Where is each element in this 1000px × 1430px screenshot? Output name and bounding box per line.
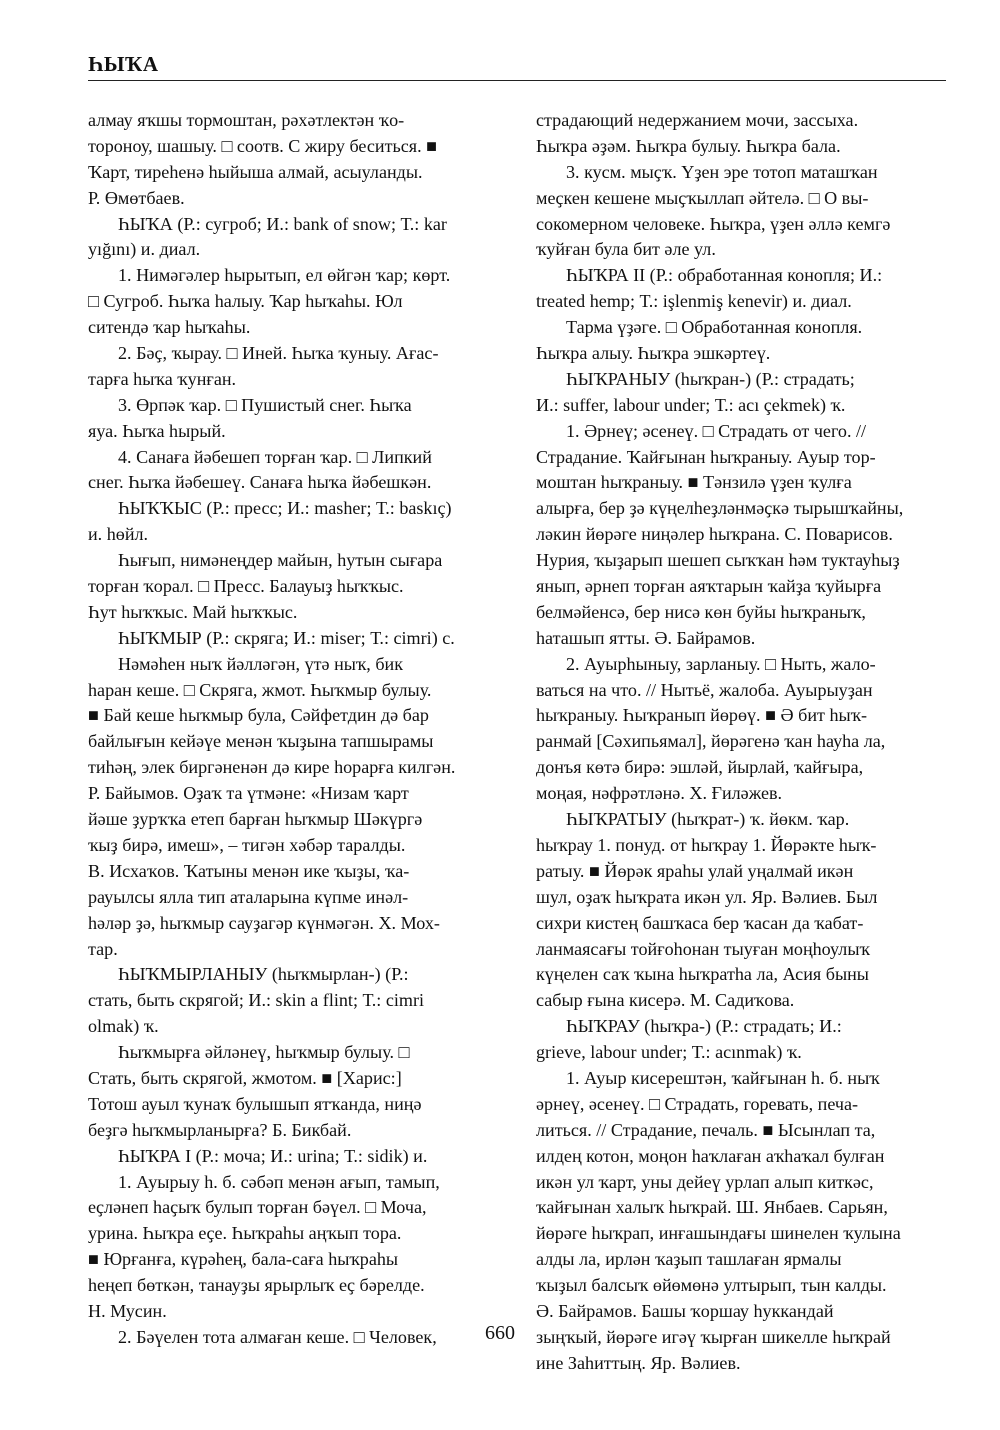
text-line: литься. // Страдание, печаль. ■ Ысынлап та, [536,1119,876,1140]
text-line: ҺЫҠРАУ (һыҡра-) (Р.: страдать; И.: [566,1016,842,1037]
text-line: Һыҡра әҙәм. Һыҡра булыу. Һыҡра бала. [536,135,841,156]
text-line: ҺЫҠА (Р.: сугроб; И.: bank of snow; Т.: kar [118,213,447,234]
text-line: страдающий недержанием мочи, зассыха. [536,110,859,130]
running-header: ҺЫҠА [88,52,159,76]
text-line: ваться на что. // Нытьё, жалоба. Ауырыуҙан [536,679,873,700]
text-line: күңелен саҡ ҡына һыҡратһа ла, Асия быны [536,964,869,985]
text-line: ҡайғынан халыҡ һыҡрай. Ш. Янбаев. Сарьян, [536,1197,888,1218]
text-line: ҡыҙыл балсыҡ өйөмөнә ултырып, тын калды. [536,1275,887,1296]
text-line: Тарма үҙәге. □ Обработанная конопля. [566,317,863,338]
text-line: Һыҡра алыу. Һыҡра эшкәртеү. [536,343,771,364]
text-line: 4. Санаға йәбешеп торған ҡар. □ Липкий [118,446,432,467]
left-column [88,108,500,1351]
text-line: ■ Бай кеше һыҡмыр була, Сәйфетдин дә бар [88,705,429,726]
text-line: тиһәң, элек биргәненән дә кире һорарға килгән. [88,757,456,778]
text-line: и. һөйл. [88,524,149,545]
text-line: һеңеп бөткән, танауҙы ярырлыҡ еҫ бәрелде. [88,1275,425,1296]
text-line: алырға, бер ҙә күңелһеҙләнмәҫкә тырышҡайны, [536,498,904,519]
text-line: 2. Ауырһыныу, зарланыу. □ Ныть, жало- [566,653,876,674]
text-line: □ Сугроб. Һыҡа һалыу. Ҡар һыҡаһы. Юл [88,291,403,312]
text-line: Нәмәһен ныҡ йәлләгән, үтә ныҡ, бик [118,653,404,674]
text-line: беҙгә һыҡмырланырға? Б. Бикбай. [88,1119,352,1140]
text-line: зыңҡый, йөрәге игәү ҡырған шикелле һыҡрай [536,1326,891,1347]
text-line: Ә. Байрамов. Башы ҡоршау һуккандай [536,1300,834,1321]
text-line: алды ла, ирлән ҡаҙып ташлаған ярмалы [536,1249,842,1270]
text-line: В. Исхаҡов. Ҡатыны менән ике ҡыҙы, ҡа- [88,860,410,881]
right-column [536,108,948,1377]
text-line: 1. Ауыр кисерештән, ҡайғынан һ. б. ныҡ [566,1067,880,1088]
text-line: урина. Һыҡра еҫе. Һыҡраһы аңҡып тора. [88,1223,402,1244]
text-line: янып, әрнеп торған аяҡтарын ҡайҙа ҡуйырға [536,576,882,597]
text-line: ине Заһиттың. Яр. Вәлиев. [536,1352,741,1373]
text-line: И.: suffer, labour under; Т.: acı çekmek) ҡ. [536,394,846,415]
page-number: 660 [485,1322,515,1344]
text-line: сокомерном человеке. Һыҡра, үҙен әллә кемгә [536,213,891,234]
text-line: алмау яҡшы тормоштан, рәхәтлектән ҡо- [88,110,405,130]
text-line: Нурия, ҡыҙарып шешеп сыҡҡан һәм туктауһыҙ [536,550,900,571]
text-line: һаран кеше. □ Скряга, жмот. Һыҡмыр булыу. [88,679,432,700]
text-line: икән ул ҡарт, уны дейеү урлап алып киткәс, [536,1171,874,1192]
text-line: рауылсы ялла тип аталарына күпме инәл- [88,886,409,907]
text-line: ҺЫҠРА I (Р.: моча; И.: urina; Т.: sidik) и. [118,1145,428,1166]
text-line: ранмай [Сәхипьямал], йөрәгенә ҡан һауһа ла, [536,731,886,752]
text-line: әрнеү, әсенеү. □ Страдать, горевать, печа- [536,1093,859,1114]
text-line: стать, быть скрягой; И.: skin a flint; Т.: cimri [88,990,424,1011]
text-line: белмәйенсә, бер нисә көн буйы һыҡраныҡ, [536,601,866,622]
text-line: еҫләнеп һаҫыҡ булып торған бәүел. □ Моча, [88,1197,427,1218]
text-line: 1. Ауырыу һ. б. сәбәп менән ағып, тамып, [118,1171,440,1192]
text-line: һыҡраныу. Һыҡранып йөрөү. ■ Ә бит һыҡ- [536,705,868,726]
text-line: йөрәге һыҡрап, инғашындағы шинелен ҡулына [536,1223,901,1244]
text-line: grieve, labour under; Т.: acınmak) ҡ. [536,1042,802,1063]
text-line: Һыҡмырға әйләнеү, һыҡмыр булыу. □ [118,1042,410,1063]
text-line: Н. Мусин. [88,1300,167,1321]
text-line: ҺЫҠРАНЫУ (һыҡран-) (Р.: страдать; [566,368,855,389]
text-line: тороноу, шашыу. □ соотв. С жиру беситься. ■ [88,135,438,156]
text-line: ләкин йөрәге ниңәлер һыҡрана. С. Поварисов. [536,524,893,545]
text-line: меҫкен кешене мыҫҡыллап әйтелә. □ О вы- [536,187,869,208]
text-line: Һығып, нимәнеңдер майын, һутын сығара [118,550,443,571]
text-line: ҺЫҠРА II (Р.: обработанная конопля; И.: [566,265,883,286]
text-line: йәше ҙурҡҡа етеп барған һыҡмыр Шәкүргә [88,809,423,830]
text-line: Р. Байымов. Оҙаҡ та үтмәне: «Низам ҡарт [88,783,409,804]
text-line: 3. Өрпәк ҡар. □ Пушистый снег. Һыҡа [118,394,412,415]
text-line: сихри кистең башҡаса бер ҡасан да ҡабат- [536,912,864,933]
text-line: ҺЫҠМЫР (Р.: скряга; И.: miser; Т.: cimri) с. [118,627,455,648]
text-line: донъя көтә бирә: эшләй, йырлай, ҡайғыра, [536,757,864,778]
text-line: снег. Һыҡа йәбешеү. Санаға һыҡа йәбешкән. [88,472,432,493]
text-line: моңая, нәфрәтләнә. Х. Ғиләжев. [536,783,783,804]
text-line: yığını) и. диал. [88,239,201,260]
text-line: Ҡарт, тиреһенә һыйыша алмай, асыуланды. [88,161,423,182]
text-line: 1. Нимәгәлер һырытып, ел өйгән ҡар; көрт. [118,265,451,286]
text-line: һаташып ятты. Ә. Байрамов. [536,627,756,648]
text-line: 2. Бәүелен тота алмаған кеше. □ Человек, [118,1326,437,1347]
text-line: ланмаясағы тойғоһонан тыуған моңһоулыҡ [536,938,870,959]
text-line: торған ҡорал. □ Пресс. Балауыҙ һыҡҡыс. [88,576,404,597]
text-line: 2. Бәҫ, ҡырау. □ Иней. Һыҡа ҡуныу. Ағас- [118,343,439,364]
text-line: һыҡрау 1. понуд. от һыҡрау 1. Йөрәкте һыҡ- [536,834,877,855]
text-line: Р. Өмөтбаев. [88,187,185,208]
text-line: шул, оҙаҡ һыҡрата икән ул. Яр. Вәлиев. Был [536,886,878,907]
text-line: Һут һыҡҡыс. Май һыҡҡыс. [88,601,298,622]
text-line: ҺЫҠҠЫС (Р.: пресс; И.: masher; Т.: baskıç) [118,498,452,519]
text-line: илдең котон, моңон һаҡлаған аҡһаҡал булған [536,1145,885,1166]
text-line: тар. [88,938,118,959]
text-line: Страдание. Ҡайғынан һыҡраныу. Ауыр тор- [536,446,876,467]
text-line: ҺЫҠМЫРЛАНЫУ (һыҡмырлан-) (Р.: [118,964,409,985]
text-line: байлығын кейәүе менән ҡыҙына тапшырамы [88,731,434,752]
text-line: ■ Юрғанға, күрәһең, бала-саға һыҡраһы [88,1249,399,1270]
text-line: treated hemp; Т.: işlenmiş kenevir) и. диал. [536,291,852,312]
text-line: Тотош ауыл ҡунаҡ булышып ятҡанда, ниңә [88,1093,422,1114]
text-line: һәләр ҙә, һыҡмыр сауҙагәр күнмәгән. Х. Мох- [88,912,440,933]
text-line: яуа. Һыҡа һырый. [88,420,226,441]
text-line: ҡыҙ бирә, имеш», – тигән хәбәр таралды. [88,834,406,855]
text-line: olmak) ҡ. [88,1016,159,1037]
text-line: 1. Әрнеү; әсенеү. □ Страдать от чего. // [566,420,867,441]
text-line: тарға һыҡа ҡунған. [88,368,237,389]
text-line: ратыу. ■ Йөрәк яраһы улай уңалмай икән [536,860,854,881]
text-line: Стать, быть скрягой, жмотом. ■ [Харис:] [88,1067,402,1088]
header-rule [88,80,946,81]
text-line: сабыр ғына кисерә. М. Садиҡова. [536,990,795,1011]
text-line: 3. кусм. мыҫҡ. Үҙен эре тотоп маташҡан [566,161,878,182]
text-line: ҺЫҠРАТЫУ (һыҡрат-) ҡ. йөкм. ҡар. [566,809,850,830]
text-line: ҡуйған була бит әле ул. [536,239,716,260]
text-line: ситендә ҡар һыҡаһы. [88,317,251,338]
text-line: моштан һыҡраныу. ■ Тәнзилә үҙен ҡулға [536,472,852,493]
